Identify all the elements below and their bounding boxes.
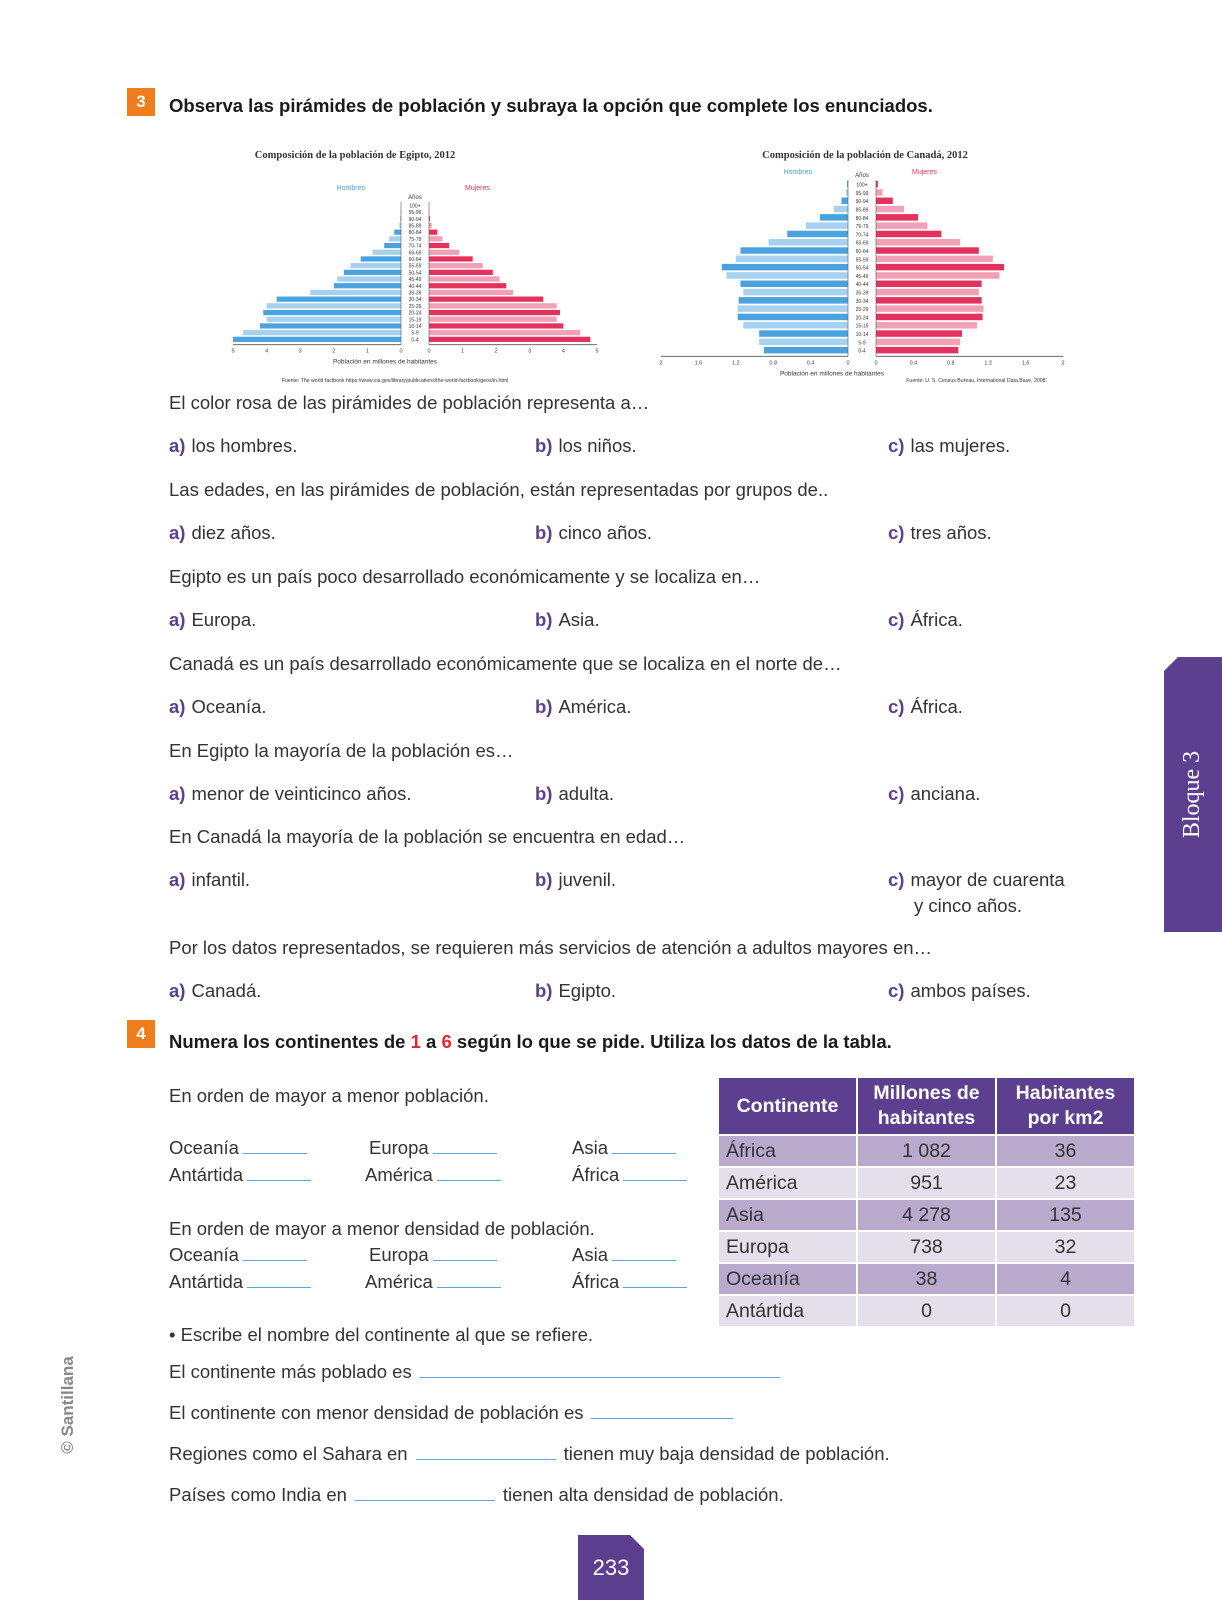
bar-mujeres-20-24: [876, 314, 983, 320]
table-cell: 135: [996, 1199, 1135, 1231]
table-row: [718, 1167, 1135, 1199]
option-text: tres años.: [910, 522, 992, 543]
chart-source: Fuente: The world factbook https://www.cia.gov/library/publications/the-world-factbook/geos/in.html: [281, 378, 509, 384]
option-letter: a): [169, 696, 186, 717]
age-tick-70-74: 70-74: [408, 243, 422, 250]
bar-hombres-10-14: [759, 330, 848, 336]
egypt-pyramid: [231, 150, 598, 384]
legend-mujeres: Mujeres: [912, 169, 937, 176]
blank-line[interactable]: [433, 1152, 497, 1154]
age-tick-85-89: 85-89: [855, 207, 869, 214]
age-tick-95-99: 95-99: [408, 210, 422, 217]
blank-line[interactable]: [243, 1259, 307, 1261]
answer-blank[interactable]: [416, 1458, 556, 1460]
option-7-b[interactable]: [535, 980, 616, 1002]
option-text: adulta.: [558, 783, 615, 804]
bar-hombres-15-19: [267, 317, 401, 322]
rank-america-pop: América: [365, 1164, 501, 1186]
age-tick-35-39: 35-39: [855, 290, 869, 297]
bar-hombres-30-34: [739, 297, 848, 303]
option-text: África.: [910, 696, 963, 717]
exercise-4-badge: 4: [127, 1020, 155, 1048]
option-letter: c): [888, 783, 905, 804]
x-tick: 2: [1061, 360, 1065, 367]
table-cell: América: [718, 1167, 857, 1199]
blank-line[interactable]: [437, 1179, 501, 1181]
bar-hombres-75-79: [806, 222, 848, 228]
option-letter: c): [888, 869, 905, 890]
bar-mujeres-30-34: [876, 297, 982, 303]
x-tick: 1: [365, 348, 369, 355]
bar-mujeres-25-29: [876, 305, 984, 311]
x-tick: 5: [595, 348, 599, 355]
x-axis-label: Población en millones de habitantes: [332, 358, 438, 366]
option-text: Europa.: [191, 609, 257, 630]
section-population-title: En orden de mayor a menor población.: [169, 1085, 489, 1106]
age-tick-30-34: 30-34: [855, 298, 869, 305]
bar-mujeres-45-49: [429, 276, 500, 281]
option-letter: b): [535, 980, 553, 1001]
age-tick-90-94: 90-94: [408, 216, 422, 223]
bar-mujeres-0-4: [429, 337, 590, 342]
bar-hombres-30-34: [277, 297, 401, 302]
bar-mujeres-40-44: [876, 281, 982, 287]
option-letter: b): [535, 696, 553, 717]
bar-hombres-40-44: [334, 283, 401, 288]
option-text: juvenil.: [558, 869, 617, 890]
bar-mujeres-50-54: [876, 264, 1004, 270]
table-row: [718, 1295, 1135, 1327]
answer-blank[interactable]: [355, 1499, 495, 1501]
table-cell: 38: [857, 1263, 996, 1295]
age-tick-20-24: 20-24: [855, 315, 869, 322]
option-letter: b): [535, 869, 553, 890]
option-text: menor de veinticinco años.: [191, 783, 412, 804]
table-cell: 951: [857, 1167, 996, 1199]
chart-title: Composición de la población de Canadá, 2012: [762, 150, 968, 161]
legend-hombres: Hombres: [336, 185, 365, 192]
rank-america-dens: América: [365, 1271, 501, 1293]
answer-blank[interactable]: [420, 1376, 780, 1378]
option-letter: b): [535, 522, 553, 543]
age-tick-15-19: 15-19: [855, 323, 869, 330]
bar-mujeres-35-39: [429, 290, 513, 295]
col-header-continente: Continente: [718, 1077, 857, 1135]
bar-hombres-0-4: [764, 347, 848, 353]
x-tick: 3: [528, 348, 532, 355]
question-6: En Canadá la mayoría de la población se encuentra en edad…: [169, 826, 686, 847]
option-6-b[interactable]: [535, 869, 616, 891]
age-tick-35-39: 35-39: [408, 290, 422, 297]
option-letter: b): [535, 609, 553, 630]
bar-hombres-80-84: [394, 230, 401, 235]
age-tick-70-74: 70-74: [855, 232, 869, 239]
age-tick-65-69: 65-69: [855, 240, 869, 247]
option-2-b[interactable]: [535, 522, 652, 544]
option-letter: a): [169, 435, 186, 456]
age-tick-25-29: 25-29: [855, 307, 869, 314]
col-header-millones: Millones de habitantes: [857, 1077, 996, 1135]
option-3-c[interactable]: [888, 609, 963, 631]
bar-mujeres-5-9: [876, 339, 960, 345]
table-cell: Oceanía: [718, 1263, 857, 1295]
x-tick: 0: [399, 348, 403, 355]
page-number-fold: [630, 1535, 644, 1549]
page-number: 233: [578, 1535, 644, 1600]
age-tick-40-44: 40-44: [855, 282, 869, 289]
rank-africa-dens: África: [572, 1271, 687, 1293]
bar-hombres-50-54: [344, 270, 401, 275]
question-1: El color rosa de las pirámides de población representa a…: [169, 392, 650, 413]
bar-mujeres-55-59: [876, 256, 993, 262]
bar-hombres-65-69: [372, 250, 401, 255]
age-axis-label: Años: [855, 173, 869, 179]
x-tick: 2: [494, 348, 498, 355]
section-density-title: En orden de mayor a menor densidad de población.: [169, 1218, 595, 1239]
bar-mujeres-30-34: [429, 297, 543, 302]
x-tick: 4: [265, 348, 269, 355]
age-tick-0-4: 0-4: [858, 348, 866, 355]
bar-hombres-75-79: [389, 236, 401, 241]
option-letter: a): [169, 980, 186, 1001]
bar-mujeres-85-89: [429, 223, 432, 228]
option-text: mayor de cuarenta: [910, 869, 1065, 890]
age-tick-40-44: 40-44: [408, 283, 422, 290]
option-7-c[interactable]: [888, 980, 1031, 1002]
option-6-c[interactable]: [888, 869, 1065, 917]
bar-hombres-50-54: [722, 264, 848, 270]
table-cell: 36: [996, 1135, 1135, 1167]
bar-mujeres-5-9: [429, 330, 580, 335]
x-tick: 0.8: [946, 360, 955, 367]
rank-asia-pop: Asia: [572, 1137, 676, 1159]
question-7: Por los datos representados, se requieren más servicios de atención a adultos mayores en…: [169, 937, 933, 958]
bar-mujeres-50-54: [429, 270, 493, 275]
x-tick: 1.6: [694, 360, 703, 367]
option-7-a[interactable]: [169, 980, 261, 1002]
rank-oceania-dens: Oceanía: [169, 1244, 307, 1266]
x-tick: 1.6: [1021, 360, 1030, 367]
bullet-instruction: • Escribe el nombre del continente al que se refiere.: [169, 1324, 593, 1345]
bar-mujeres-45-49: [876, 272, 999, 278]
rank-europa-dens: Europa: [369, 1244, 497, 1266]
bar-hombres-85-89: [834, 206, 848, 212]
table-cell: Asia: [718, 1199, 857, 1231]
table-cell: Europa: [718, 1231, 857, 1263]
bar-hombres-35-39: [743, 289, 848, 295]
bar-hombres-10-14: [260, 323, 401, 328]
age-tick-55-59: 55-59: [408, 263, 422, 270]
bar-hombres-90-94: [841, 198, 848, 204]
blank-line[interactable]: [612, 1259, 676, 1261]
x-tick: 0.4: [806, 360, 815, 367]
canada-pyramid: [659, 150, 1064, 384]
bar-mujeres-65-69: [876, 239, 960, 245]
table-cell: Antártida: [718, 1295, 857, 1327]
col-header-densidad: Habitantes por km2: [996, 1077, 1135, 1135]
table-cell: 0: [996, 1295, 1135, 1327]
option-text: Egipto.: [558, 980, 617, 1001]
option-letter: a): [169, 783, 186, 804]
rank-europa-pop: Europa: [369, 1137, 497, 1159]
option-2-c[interactable]: [888, 522, 992, 544]
option-6-a[interactable]: [169, 869, 250, 891]
option-text: América.: [558, 696, 632, 717]
age-tick-85-89: 85-89: [408, 223, 422, 230]
option-4-b[interactable]: [535, 696, 631, 718]
option-text: cinco años.: [558, 522, 653, 543]
bar-hombres-35-39: [310, 290, 401, 295]
legend-hombres: Hombres: [783, 169, 812, 176]
option-letter: a): [169, 522, 186, 543]
bar-hombres-5-9: [243, 330, 401, 335]
age-tick-5-9: 5-9: [411, 330, 419, 337]
rank-antartida-dens: Antártida: [169, 1271, 311, 1293]
bar-mujeres-90-94: [876, 198, 893, 204]
age-tick-55-59: 55-59: [855, 257, 869, 264]
fill-line-2: El continente con menor densidad de población es: [169, 1402, 733, 1424]
age-tick-100+: 100+: [856, 182, 868, 189]
age-tick-15-19: 15-19: [408, 317, 422, 324]
age-tick-65-69: 65-69: [408, 250, 422, 257]
option-text: anciana.: [910, 783, 981, 804]
option-letter: b): [535, 435, 553, 456]
continents-table: [717, 1076, 1136, 1328]
age-tick-25-29: 25-29: [408, 303, 422, 310]
bar-hombres-25-29: [267, 303, 401, 308]
exercise-4-instruction: Numera los continentes de 1 a 6 según lo que se pide. Utiliza los datos de la tabla.: [169, 1031, 892, 1052]
table-cell: 23: [996, 1167, 1135, 1199]
option-text: diez años.: [191, 522, 276, 543]
bar-hombres-55-59: [736, 256, 848, 262]
question-2: Las edades, en las pirámides de población, están representadas por grupos de..: [169, 479, 829, 500]
option-4-c[interactable]: [888, 696, 963, 718]
x-tick: 1.2: [731, 360, 740, 367]
bar-hombres-5-9: [759, 339, 848, 345]
bar-hombres-70-74: [787, 231, 848, 237]
bar-mujeres-40-44: [429, 283, 506, 288]
population-pyramids: [0, 140, 1100, 390]
fill-line-4: Países como India en tienen alta densidad de población.: [169, 1484, 784, 1505]
option-letter: c): [888, 609, 905, 630]
x-tick: 0.4: [909, 360, 918, 367]
bar-mujeres-10-14: [429, 323, 563, 328]
age-tick-10-14: 10-14: [408, 323, 422, 330]
table-cell: 4: [996, 1263, 1135, 1295]
bar-hombres-15-19: [743, 322, 848, 328]
x-tick: 0: [846, 360, 850, 367]
chart-title: Composición de la población de Egipto, 2012: [254, 150, 456, 161]
bloque-tab-label: Bloque 3: [1179, 750, 1206, 839]
bar-mujeres-20-24: [429, 310, 560, 315]
bar-hombres-60-64: [361, 256, 401, 261]
option-text: las mujeres.: [910, 435, 1011, 456]
option-letter: b): [535, 783, 553, 804]
table-row: [718, 1263, 1135, 1295]
option-text: Asia.: [558, 609, 600, 630]
bar-hombres-45-49: [726, 272, 848, 278]
bar-hombres-55-59: [351, 263, 401, 268]
age-tick-45-49: 45-49: [408, 277, 422, 284]
option-letter: c): [888, 522, 905, 543]
option-2-a[interactable]: [169, 522, 276, 544]
age-tick-10-14: 10-14: [855, 332, 869, 339]
bar-mujeres-15-19: [876, 322, 977, 328]
bar-mujeres-60-64: [429, 256, 473, 261]
bar-mujeres-65-69: [429, 250, 459, 255]
option-letter: c): [888, 696, 905, 717]
bar-mujeres-35-39: [876, 289, 979, 295]
rank-antartida-pop: Antártida: [169, 1164, 311, 1186]
table-cell: África: [718, 1135, 857, 1167]
age-tick-45-49: 45-49: [855, 273, 869, 280]
blank-line[interactable]: [247, 1179, 311, 1181]
age-tick-50-54: 50-54: [855, 265, 869, 272]
rank-oceania-pop: Oceanía: [169, 1137, 307, 1159]
bar-mujeres-70-74: [429, 243, 449, 248]
bar-hombres-70-74: [384, 243, 401, 248]
bar-hombres-20-24: [263, 310, 401, 315]
age-tick-75-79: 75-79: [855, 224, 869, 231]
age-tick-80-84: 80-84: [408, 230, 422, 237]
option-4-a[interactable]: [169, 696, 267, 718]
x-tick: 1.2: [984, 360, 993, 367]
copyright: © Santillana: [58, 1356, 77, 1454]
option-text: Oceanía.: [191, 696, 267, 717]
option-text: África.: [910, 609, 963, 630]
option-letter: c): [888, 980, 905, 1001]
age-tick-30-34: 30-34: [408, 297, 422, 304]
bar-hombres-45-49: [337, 276, 401, 281]
age-tick-100+: 100+: [409, 203, 421, 210]
option-letter: a): [169, 869, 186, 890]
blank-line[interactable]: [243, 1152, 307, 1154]
x-tick: 0: [427, 348, 431, 355]
bar-hombres-0-4: [233, 337, 401, 342]
table-row: [718, 1231, 1135, 1263]
table-cell: 1 082: [857, 1135, 996, 1167]
bar-mujeres-0-4: [876, 347, 958, 353]
table-cell: 32: [996, 1231, 1135, 1263]
option-text: ambos países.: [910, 980, 1031, 1001]
rank-africa-pop: África: [572, 1164, 687, 1186]
x-tick: 1: [461, 348, 465, 355]
option-1-c[interactable]: [888, 435, 1010, 457]
blank-line[interactable]: [437, 1286, 501, 1288]
option-text-cont: y cinco años.: [914, 895, 1022, 916]
option-text: los hombres.: [191, 435, 298, 456]
blank-line[interactable]: [433, 1259, 497, 1261]
bar-hombres-80-84: [820, 214, 848, 220]
option-1-b[interactable]: [535, 435, 637, 457]
age-tick-80-84: 80-84: [855, 215, 869, 222]
bar-mujeres-75-79: [876, 222, 927, 228]
option-text: los niños.: [558, 435, 637, 456]
bar-hombres-60-64: [740, 247, 848, 253]
age-tick-20-24: 20-24: [408, 310, 422, 317]
x-tick: 5: [231, 348, 235, 355]
chart-source: Fuente: U. S. Census Bureau, International Data Base, 2008.: [906, 378, 1047, 384]
option-1-a[interactable]: [169, 435, 297, 457]
question-5: En Egipto la mayoría de la población es…: [169, 740, 514, 761]
table-row: [718, 1199, 1135, 1231]
age-tick-90-94: 90-94: [855, 199, 869, 206]
bar-hombres-65-69: [769, 239, 848, 245]
bar-mujeres-15-19: [429, 317, 557, 322]
question-3: Egipto es un país poco desarrollado económicamente y se localiza en…: [169, 566, 761, 587]
table-row: [718, 1135, 1135, 1167]
blank-line[interactable]: [623, 1179, 687, 1181]
option-letter: a): [169, 609, 186, 630]
bar-hombres-40-44: [740, 281, 848, 287]
question-4: Canadá es un país desarrollado económicamente que se localiza en el norte de…: [169, 653, 842, 674]
option-letter: c): [888, 435, 905, 456]
age-axis-label: Años: [408, 195, 422, 201]
bar-mujeres-55-59: [429, 263, 483, 268]
x-tick: 2: [659, 360, 663, 367]
option-text: infantil.: [191, 869, 251, 890]
table-cell: 0: [857, 1295, 996, 1327]
option-3-b[interactable]: [535, 609, 600, 631]
table-cell: 4 278: [857, 1199, 996, 1231]
bar-mujeres-60-64: [876, 247, 979, 253]
x-axis-label: Población en millones de habitantes: [779, 370, 885, 378]
option-5-a[interactable]: [169, 783, 412, 805]
rank-asia-dens: Asia: [572, 1244, 676, 1266]
bar-hombres-25-29: [738, 305, 848, 311]
blank-line[interactable]: [612, 1152, 676, 1154]
age-tick-75-79: 75-79: [408, 236, 422, 243]
table-cell: 738: [857, 1231, 996, 1263]
bar-mujeres-80-84: [876, 214, 918, 220]
bar-mujeres-10-14: [876, 330, 962, 336]
age-tick-50-54: 50-54: [408, 270, 422, 277]
bar-hombres-20-24: [738, 314, 848, 320]
answer-blank[interactable]: [591, 1417, 733, 1419]
bar-mujeres-80-84: [429, 230, 437, 235]
age-tick-95-99: 95-99: [855, 190, 869, 197]
option-5-c[interactable]: [888, 783, 980, 805]
legend-mujeres: Mujeres: [465, 185, 490, 192]
bar-mujeres-85-89: [876, 206, 904, 212]
x-tick: 3: [298, 348, 302, 355]
bar-mujeres-25-29: [429, 303, 557, 308]
bar-mujeres-70-74: [876, 231, 941, 237]
blank-line[interactable]: [623, 1286, 687, 1288]
x-tick: 0: [874, 360, 878, 367]
x-tick: 4: [561, 348, 565, 355]
option-text: Canadá.: [191, 980, 262, 1001]
age-tick-0-4: 0-4: [411, 337, 419, 344]
blank-line[interactable]: [247, 1286, 311, 1288]
age-tick-5-9: 5-9: [858, 340, 866, 347]
age-tick-60-64: 60-64: [855, 249, 869, 256]
option-5-b[interactable]: [535, 783, 614, 805]
exercise-3-badge: 3: [127, 88, 155, 116]
x-tick: 2: [332, 348, 336, 355]
bar-mujeres-75-79: [429, 236, 442, 241]
bar-mujeres-95-99: [876, 189, 883, 195]
option-3-a[interactable]: [169, 609, 256, 631]
fill-line-1: El continente más poblado es: [169, 1361, 780, 1383]
age-tick-60-64: 60-64: [408, 256, 422, 263]
exercise-3-instruction: Observa las pirámides de población y subraya la opción que complete los enunciados.: [169, 95, 933, 116]
fill-line-3: Regiones como el Sahara en tienen muy baja densidad de población.: [169, 1443, 890, 1464]
x-tick: 0.8: [769, 360, 778, 367]
